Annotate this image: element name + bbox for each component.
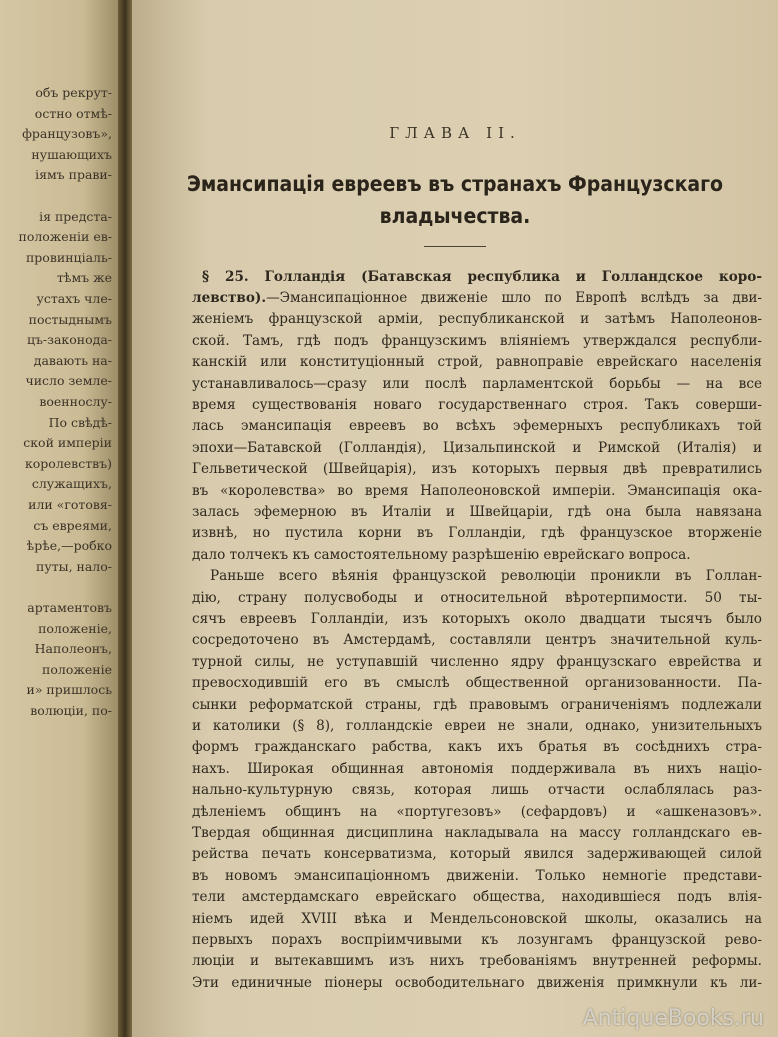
watermark: AntiqueBooks.ru [582,1006,764,1031]
body-line: въ новомъ эмансипаціонномъ движеніи. Только немногіе представи- [192,867,762,884]
body-line: тели амстердамскаго еврейскаго общества, находившіеся подъ влія- [192,889,762,906]
left-page-line: положеніе, [38,620,112,636]
left-page-line: военнослу- [39,394,112,409]
left-page-line: и» пришлось [26,682,112,698]
left-page-line: По свѣдѣ- [48,414,112,430]
body-line: ніемъ идей XVIII вѣка и Мендельсоновской школы, оказались на [192,910,762,927]
left-page-line: постыднымъ [28,311,112,327]
chapter-heading: ГЛАВА II. [389,124,521,142]
left-page-line: устахъ чле- [36,291,112,306]
left-page-line: цъ-законода- [26,332,112,348]
body-line: рейства печать консерватизма, который явился задерживающей силой [192,846,762,863]
left-page-line: королевствъ) [24,455,112,471]
body-line: люціи и вытекавшимъ изъ нихъ требованіямъ внутренней реформы. [192,953,762,970]
left-page-line: служащихъ, [31,476,112,492]
body-line: сячъ евреевъ Голландіи, изъ которыхъ около двадцати тысячъ было [192,611,762,627]
left-page-line: французовъ», [22,126,112,142]
body-line: устанавливалось—сразу или послѣ парламентской борьбы — на все [192,375,762,392]
left-page-line: Наполеонъ, [34,641,112,657]
body-line: нально-культурную связь, которая лишь отчасти ослаблялась раз- [192,782,762,799]
body-line: нахъ. Широкая общинная автономія поддерживала въ нихъ націо- [192,760,762,777]
left-page-line: давають на- [33,352,112,368]
left-page-line: провинціаль- [25,249,112,265]
body-line: дію, страну полусвободы и относительной вѣротерпимости. 50 ты- [192,589,762,606]
body-line: дало толчекъ къ самостоятельному разрѣшенію еврейскаго вопроса. [192,546,691,563]
left-page-line: положеніе [42,661,112,677]
body-line: формъ гражданскаго рабства, какъ ихъ братья въ сосѣднихъ стра- [192,739,762,756]
body-line: ской. Тамъ, гдѣ подъ французскимъ вліяніемъ утверждался республи- [192,332,762,349]
body-line: канскій или конституціонный строй, равноправіе еврейскаго населенія [192,354,762,371]
left-page-line: нушающихъ [31,146,112,162]
right-page [132,0,778,1037]
left-page-line: остно отмѣ- [34,105,112,121]
body-line: залась эфемерною въ Италіи и Швейцаріи, гдѣ она была навязана [192,504,762,520]
body-line: превосходившій его въ смыслѣ общественной организованности. Па- [192,675,762,692]
body-line: Раньше всего вѣянія французской революціи проникли въ Голлан- [210,568,762,585]
left-page-line: путы, нало- [36,558,112,574]
left-page-line: волюціи, по- [30,703,112,718]
left-page-line: ія предста- [39,208,112,224]
left-page-line: или «готовя- [28,497,112,512]
section-heading: § 25. Голландія (Батавская республика и Голландское коро- [202,269,762,285]
left-page-line: съ евреями, [33,517,112,533]
body-line: эпохи—Батавской (Голландія), Цизальпинской и Римской (Италія) и [192,439,762,456]
left-page-line: ѣрѣе,—робко [26,538,112,554]
left-page [0,0,118,1037]
body-line: Гельветической (Швейцарія), изъ которыхъ первыя двѣ превратились [192,461,762,478]
left-page-line: объ рекрут- [35,85,112,100]
section-heading-continuation: левство). [192,290,267,306]
left-page-line: число земле- [25,373,112,389]
body-line: Эти единичные піонеры освободительнаго движенія примкнули къ ли- [192,974,762,991]
left-page-line: іямъ прави- [35,167,112,183]
body-line: лась эмансипація евреевъ во всѣхъ эфемерныхъ республикахъ той [192,418,762,435]
body-line: турной силы, не уступавшій численно ядру французскаго еврейства и [192,653,762,670]
title-divider [424,246,486,247]
left-page-line: тѣмъ же [57,270,112,286]
body-line: женіемъ французской арміи, республиканской и затѣмъ Наполеонов- [192,311,762,328]
left-page-line: положеніи ев- [18,229,112,245]
body-line: Твердая общинная дисциплина накладывала на массу голландскаго ев- [192,825,762,841]
body-line: первыхъ порахъ воспріимчивыми къ лозунгамъ французской рево- [192,932,762,948]
section-first-line [192,289,762,307]
body-line: и католики (§ 8), голландскіе евреи не знали, однако, унизительныхъ [192,718,762,734]
body-line: —Эмансипаціонное движеніе шло по Европѣ вслѣдъ за дви- [266,290,762,306]
body-line: въ «королевства» во время Наполеоновской имперіи. Эмансипація ока- [192,482,762,499]
left-page-line: ской имперіи [23,435,112,451]
body-line: дѣленіемъ общинъ на «португезовъ» (сефардовъ) и «ашкеназовъ». [192,803,762,820]
body-line: сосредоточено въ Амстердамѣ, составляли центръ значительной куль- [192,632,762,649]
body-line: сынки реформатской страны, гдѣ правовымъ ограниченіямъ подлежали [192,696,762,713]
body-line: время существованія новаго государственнаго строя. Такъ соверши- [192,397,762,413]
book-gutter [118,0,132,1037]
chapter-title-line-2: владычества. [379,204,531,228]
chapter-title-line-1: Эмансипація евреевъ въ странахъ Французскаго [186,172,724,196]
left-page-line: артаментовъ [27,600,112,615]
body-line: извнѣ, но пустила корни въ Голландіи, гдѣ французское вторженіе [192,525,762,542]
